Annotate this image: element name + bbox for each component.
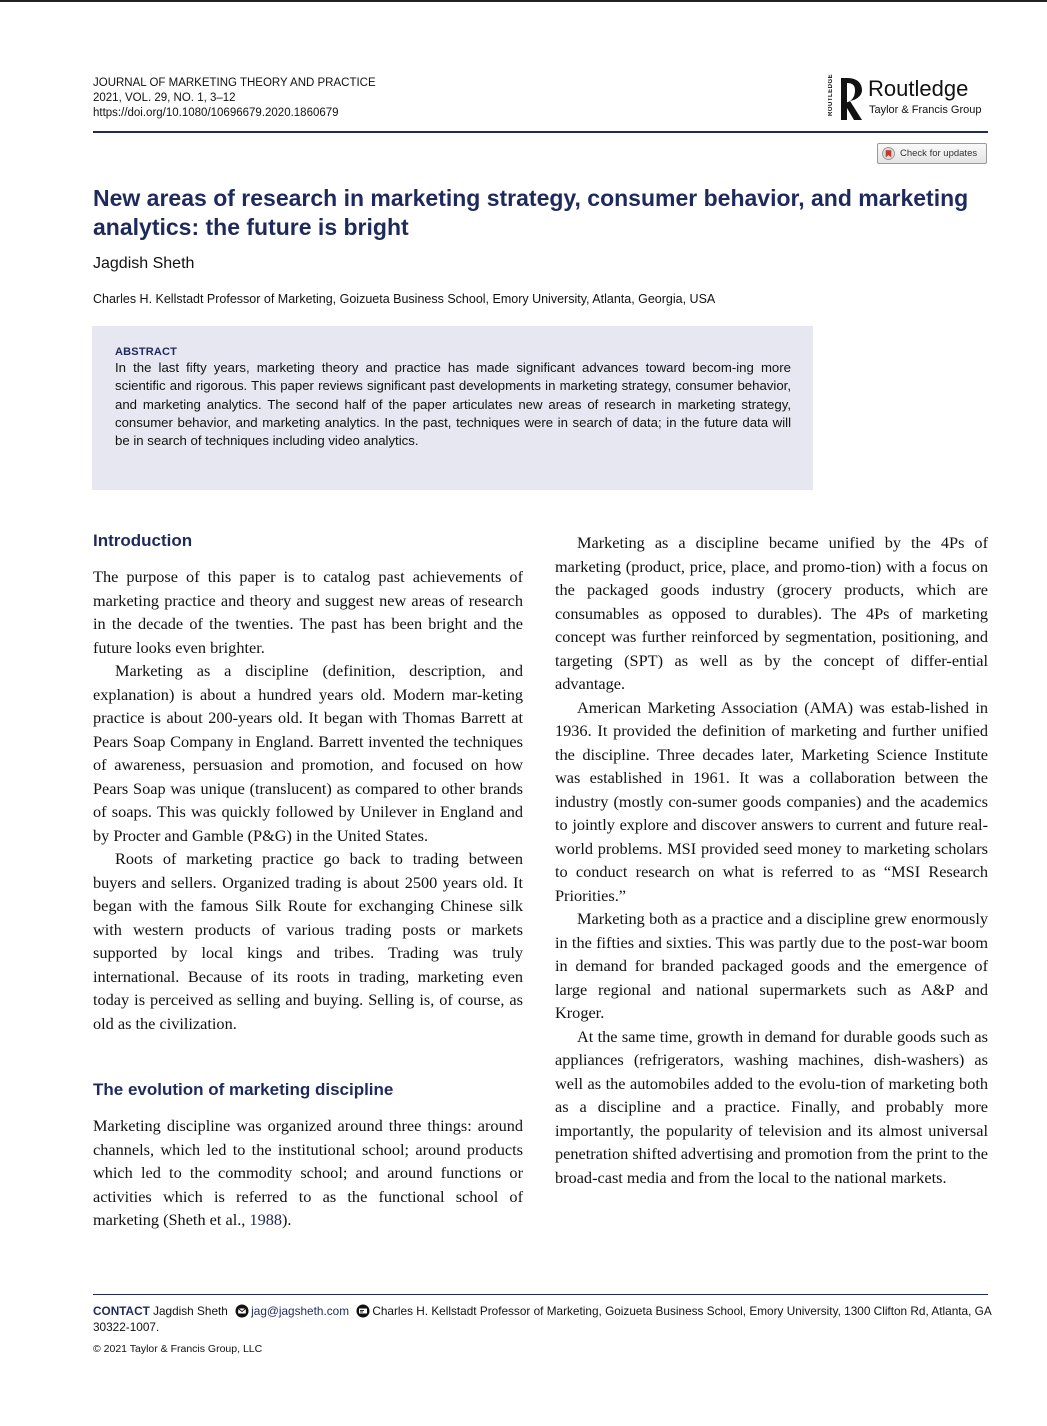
journal-meta (93, 76, 376, 121)
introduction-heading: Introduction (93, 531, 193, 550)
contact-address: Charles H. Kellstadt Professor of Marketing, Goizueta Business School, Emory University, 1300 Clifton Rd, Atlanta, GA 30322-1007. (93, 1304, 992, 1334)
top-border (0, 0, 1047, 2)
footer-divider (93, 1294, 988, 1295)
email-icon (235, 1304, 249, 1318)
publisher-group: Taylor & Francis Group (869, 104, 982, 116)
intro-paragraph-3: Roots of marketing practice go back to trading between buyers and sellers. Organized trading is about 2500 years old. It began with the famous Silk Route for exchanging Chinese silk with western products of various trading posts or markets supported by local kings and tribes. Trading was truly international. Because of its roots in trading, marketing even today is perceived as selling and buying. Selling is, of course, as old as the civilization. (93, 849, 523, 1033)
abstract-label: ABSTRACT (115, 346, 178, 358)
abstract-text: In the last fifty years, marketing theory and practice has made significant advances toward becom-ing more scientific and rigorous. This paper reviews significant past developments in marketing strategy, consumer behavior, and marketing analytics. The second half of the paper articulates new areas of research in marketing strategy, consumer behavior, and marketing analytics. In the past, techniques were in search of data; in the future data will be in search of techniques including video analytics. (115, 360, 791, 449)
address-icon (356, 1304, 370, 1318)
right-paragraph-2: American Marketing Association (AMA) was estab-lished in 1936. It provided the definition of marketing and further unified the discipline. Three decades later, Marketing Science Institute was established in 1961. It was a collaboration between the industry (mostly con-sumer goods companies) and the academics to jointly explore and discover answers to current and future real-world problems. MSI provided seed money to marketing scholars to conduct research on what is referred to as “MSI Research Priorities.” (555, 697, 988, 905)
left-column (93, 530, 523, 1232)
author-affiliation: Charles H. Kellstadt Professor of Marketing, Goizueta Business School, Emory University, Atlanta, Georgia, USA (93, 292, 716, 306)
contact-email-link[interactable]: jag@jagsheth.com (251, 1304, 350, 1318)
check-for-updates-label: Check for updates (900, 148, 978, 159)
intro-paragraph-2: Marketing as a discipline (definition, description, and explanation) is about a hundred years old. Modern mar-keting practice is about 200-years old. It began with Thomas Barrett at Pears Soap Company in England. Barrett invented the techniques of awareness, persuasion and promotion, and focused on how Pears Soap was unique (translucent) as compared to other brands of soaps. This was quickly followed by Unilever in England and by Procter and Gamble (P&G) in the United States. (93, 661, 523, 845)
contact-name: Jagdish Sheth (153, 1304, 228, 1318)
right-paragraph-1: Marketing as a discipline became unified by the 4Ps of marketing (product, price, place, and promo-tion) with a focus on the packaged goods industry (grocery products, which are consumables as opposed to durables). The 4Ps of marketing concept was further reinforced by segmentation, positioning, and targeting (SPT) as well as by the concept of differ-ential advantage. (555, 533, 988, 693)
evolution-text-end: ). (282, 1210, 292, 1229)
right-column (555, 531, 988, 1189)
article-title: New areas of research in marketing strategy, consumer behavior, and marketing analytics: the future is bright (93, 185, 969, 240)
contact-label: CONTACT (93, 1304, 150, 1318)
contact-info (93, 1304, 993, 1335)
evolution-paragraph-1 (93, 1114, 523, 1232)
publisher-name: Routledge (868, 76, 969, 101)
publisher-vertical-label: ROUTLEDGE (828, 73, 834, 116)
right-paragraph-4: At the same time, growth in demand for durable goods such as appliances (refrigerators, washing machines, dish-washers) as well as the automobiles added to the evolu-tion of marketing both as a discipline and a practice. Finally, and probably more importantly, the popularity of television and its almost universal penetration shifted advertising and promotion from the print to the broad-cast media and from the local to the national markets. (555, 1026, 988, 1187)
intro-paragraph-1: The purpose of this paper is to catalog past achievements of marketing practice and theory and suggest new areas of research in the decade of the twenties. The past has been bright and the future looks even brighter. (93, 567, 523, 657)
right-paragraph-3: Marketing both as a practice and a discipline grew enormously in the fifties and sixties. This was partly due to the post-war boom in demand for branded packaged goods and the emergence of large regional and national supermarkets such as A&P and Kroger. (555, 909, 988, 1022)
journal-volume: 2021, VOL. 29, NO. 1, 3–12 (93, 92, 236, 104)
header-divider (93, 131, 988, 133)
copyright-notice: © 2021 Taylor & Francis Group, LLC (93, 1343, 263, 1355)
evolution-text: Marketing discipline was organized around three things: around channels, which led to the institutional school; around products which led to the commodity school; and around functions or activities which is referred to as the functional school of marketing (Sheth et al., (93, 1116, 523, 1229)
journal-doi[interactable]: https://doi.org/10.1080/10696679.2020.1860679 (93, 107, 339, 119)
citation-link[interactable]: 1988 (249, 1210, 282, 1229)
routledge-r-icon (838, 76, 864, 122)
publisher-logo (828, 74, 988, 124)
article-author: Jagdish Sheth (93, 255, 195, 272)
crossmark-icon (882, 147, 895, 160)
journal-name: JOURNAL OF MARKETING THEORY AND PRACTICE (93, 77, 376, 89)
abstract-box (92, 326, 813, 490)
check-for-updates-button[interactable] (877, 143, 987, 164)
evolution-heading: The evolution of marketing discipline (93, 1080, 394, 1099)
